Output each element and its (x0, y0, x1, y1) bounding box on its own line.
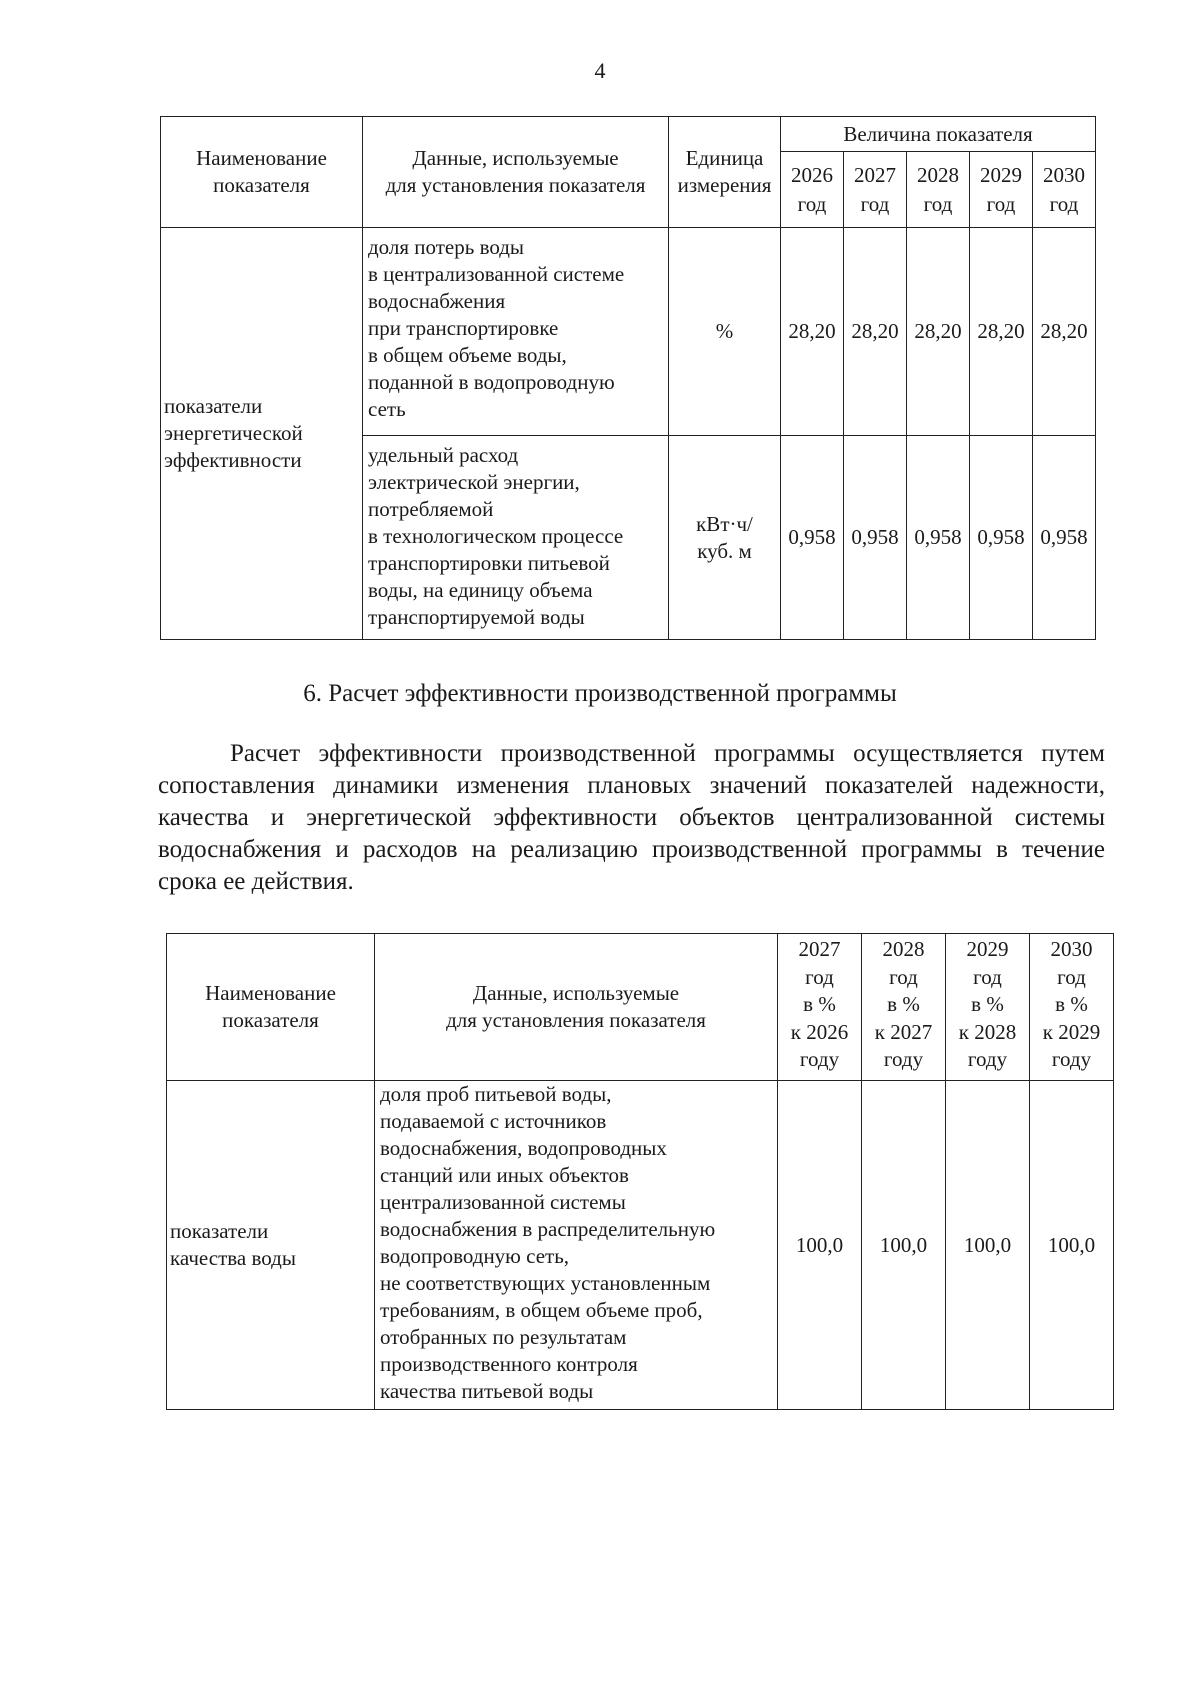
indicator-unit: % (669, 228, 781, 436)
value-cell: 100,0 (946, 1081, 1030, 1410)
indicator-group-name: показатели энергетической эффективности (161, 228, 363, 640)
header-value-group: Величина показателя (781, 117, 1096, 152)
value-cell: 28,20 (970, 228, 1033, 436)
header-year-2030: 2030 год (1033, 152, 1096, 228)
header-indicator-name: Наименование показателя (167, 934, 375, 1081)
header-year-2029: 2029 год (970, 152, 1033, 228)
value-cell: 28,20 (907, 228, 970, 436)
water-quality-table (166, 933, 1114, 1410)
header-unit: Единица измерения (669, 117, 781, 228)
value-cell: 0,958 (1033, 436, 1096, 640)
indicator-description: удельный расход электрической энергии, потребляемой в технологическом процессе транспортировки питьевой воды, на единицу объема транспортируемой воды (363, 436, 669, 640)
energy-efficiency-table (160, 116, 1096, 640)
value-cell: 0,958 (907, 436, 970, 640)
indicator-unit: кВт·ч/ куб. м (669, 436, 781, 640)
value-cell: 0,958 (970, 436, 1033, 640)
section-heading: 6. Расчет эффективности производственной программы (303, 680, 897, 707)
indicator-description: доля потерь воды в централизованной системе водоснабжения при транспортировке в общем объеме воды, поданной в водопроводную сеть (363, 228, 669, 436)
table-row (167, 1081, 1114, 1410)
indicator-description: доля проб питьевой воды, подаваемой с источников водоснабжения, водопроводных станций или иных объектов централизованной системы водоснабжения в распределительную водопроводную сеть, не соответствующих установленным требованиям, в общем объеме проб, отобранных по результатам производственного контроля качества питьевой воды (375, 1081, 778, 1410)
header-year-2028: 2028 год (907, 152, 970, 228)
value-cell: 100,0 (1030, 1081, 1114, 1410)
value-cell: 28,20 (1033, 228, 1096, 436)
value-cell: 0,958 (844, 436, 907, 640)
header-year-2027: 2027 год (844, 152, 907, 228)
header-pct-2028: 2028 год в % к 2027 году (862, 934, 946, 1081)
table-row (161, 228, 1096, 436)
header-pct-2029: 2029 год в % к 2028 году (946, 934, 1030, 1081)
value-cell: 28,20 (844, 228, 907, 436)
value-cell: 100,0 (778, 1081, 862, 1410)
header-year-2026: 2026 год (781, 152, 844, 228)
page-number: 4 (594, 58, 606, 83)
header-pct-2027: 2027 год в % к 2026 году (778, 934, 862, 1081)
value-cell: 28,20 (781, 228, 844, 436)
header-indicator-name: Наименование показателя (161, 117, 363, 228)
section-paragraph: Расчет эффективности производственной программы осуществляется путем сопоставления динамики изменения плановых значений показателей надежности, качества и энергетической эффективности объектов централизованной системы водоснабжения и расходов на реализацию производственной программы в течение срока ее действия. (158, 740, 1105, 895)
value-cell: 0,958 (781, 436, 844, 640)
header-pct-2030: 2030 год в % к 2029 году (1030, 934, 1114, 1081)
header-indicator-data: Данные, используемые для установления показателя (363, 117, 669, 228)
indicator-group-name: показатели качества воды (167, 1081, 375, 1410)
header-indicator-data: Данные, используемые для установления показателя (375, 934, 778, 1081)
value-cell: 100,0 (862, 1081, 946, 1410)
